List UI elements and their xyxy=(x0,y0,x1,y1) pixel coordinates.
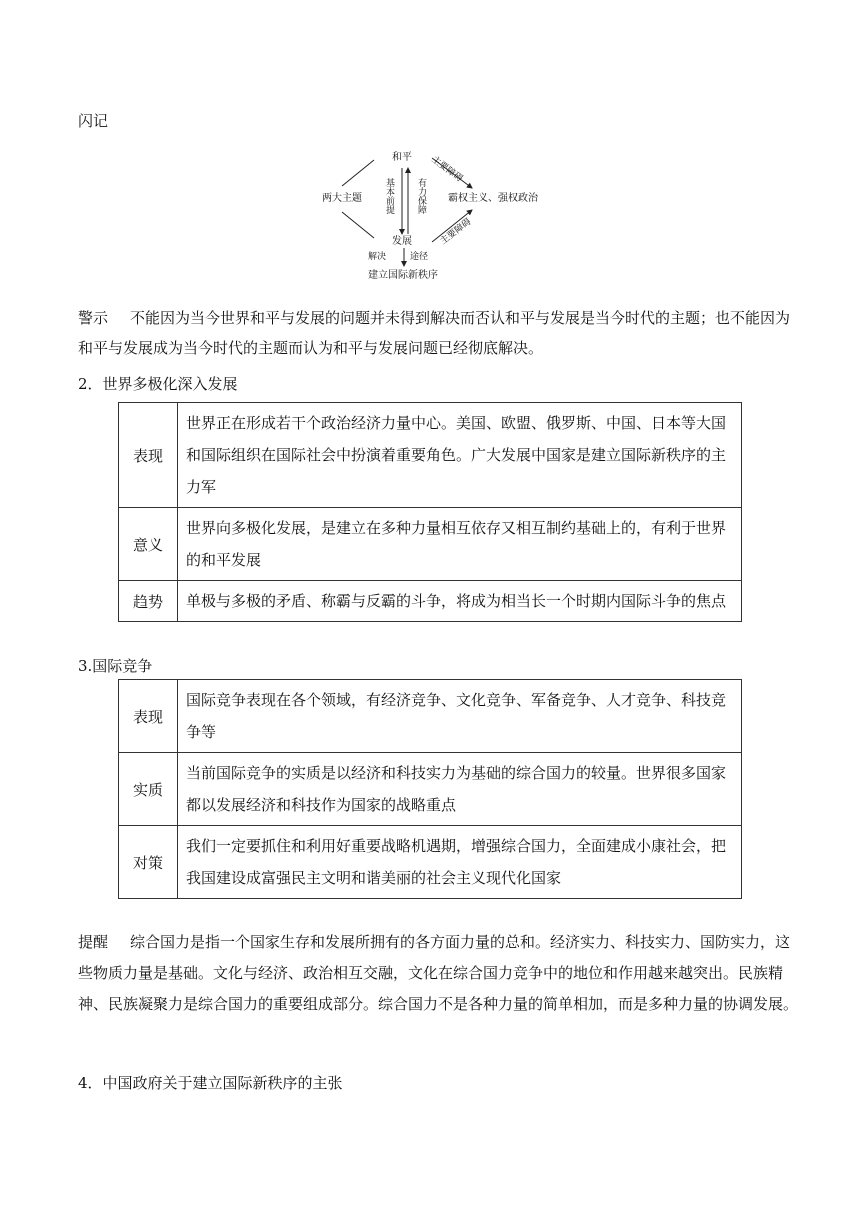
row-key: 趋势 xyxy=(119,581,178,622)
new-order-label: 建立国际新秩序 xyxy=(368,270,438,281)
row-key: 实质 xyxy=(119,753,178,826)
solution-label: 解决 xyxy=(368,252,387,262)
basic-premise-label: 基本前提 xyxy=(384,178,394,214)
reminder-label: 提醒 xyxy=(78,933,109,951)
section2-title: 2．世界多极化深入发展 xyxy=(78,375,238,393)
section3-title: 3.国际竞争 xyxy=(78,657,153,675)
section4-title: 4．中国政府关于建立国际新秩序的主张 xyxy=(78,1074,343,1092)
row-key: 表现 xyxy=(119,680,178,753)
two-themes-label: 两大主题 xyxy=(322,193,362,204)
table-row xyxy=(119,826,742,899)
row-value: 当前国际竞争的实质是以经济和科技实力为基础的综合国力的较量。世界很多国家都以发展经济和科技作为国家的战略重点 xyxy=(178,753,742,826)
warning-label: 警示 xyxy=(78,309,109,327)
table-row xyxy=(119,581,742,622)
row-value: 世界向多极化发展，是建立在多种力量相互依存又相互制约基础上的，有利于世界的和平发展 xyxy=(178,508,742,581)
main-obstacle-bottom-label: 主要障碍 xyxy=(438,217,474,247)
competition-table xyxy=(118,679,742,899)
multipolar-table xyxy=(118,402,742,622)
table-row xyxy=(119,753,742,826)
table-row xyxy=(119,680,742,753)
row-value: 国际竞争表现在各个领域，有经济竞争、文化竞争、军备竞争、人才竞争、科技竞争等 xyxy=(178,680,742,753)
row-key: 对策 xyxy=(119,826,178,899)
main-obstacle-top-label: 主要障碍 xyxy=(429,154,465,185)
row-value: 世界正在形成若干个政治经济力量中心。美国、欧盟、俄罗斯、中国、日本等大国和国际组织在国际社会中扮演着重要角色。广大发展中国家是建立国际新秩序的主力军 xyxy=(178,403,742,508)
row-key: 意义 xyxy=(119,508,178,581)
table-row xyxy=(119,508,742,581)
warning-paragraph xyxy=(78,303,798,363)
hegemony-label: 霸权主义、强权政治 xyxy=(448,193,538,204)
path-label: 途径 xyxy=(410,252,429,262)
warning-text: 不能因为当今世界和平与发展的问题并未得到解决而否认和平与发展是当今时代的主题；也不能因为和平与发展成为当今时代的主题而认为和平与发展问题已经彻底解决。 xyxy=(78,309,791,357)
development-label: 发展 xyxy=(392,236,412,247)
row-key: 表现 xyxy=(119,403,178,508)
reminder-text: 综合国力是指一个国家生存和发展所拥有的各方面力量的总和。经济实力、科技实力、国防实力，这些物质力量是基础。文化与经济、政治相互交融，文化在综合国力竞争中的地位和作用越来越突出。民族精神、民族凝聚力是综合国力的重要组成部分。综合国力不是各种力量的简单相加，而是多种力量的协调发展。 xyxy=(78,933,799,1013)
strong-guarantee-label: 有力保障 xyxy=(416,178,426,214)
flash-memory-title: 闪记 xyxy=(78,112,109,130)
table-row xyxy=(119,403,742,508)
reminder-paragraph xyxy=(78,927,798,1020)
row-value: 单极与多极的矛盾、称霸与反霸的斗争，将成为相当长一个时期内国际斗争的焦点 xyxy=(178,581,742,622)
theme-diagram xyxy=(320,150,560,290)
peace-label: 和平 xyxy=(392,152,412,163)
row-value: 我们一定要抓住和利用好重要战略机遇期，增强综合国力，全面建成小康社会，把我国建设成富强民主文明和谐美丽的社会主义现代化国家 xyxy=(178,826,742,899)
